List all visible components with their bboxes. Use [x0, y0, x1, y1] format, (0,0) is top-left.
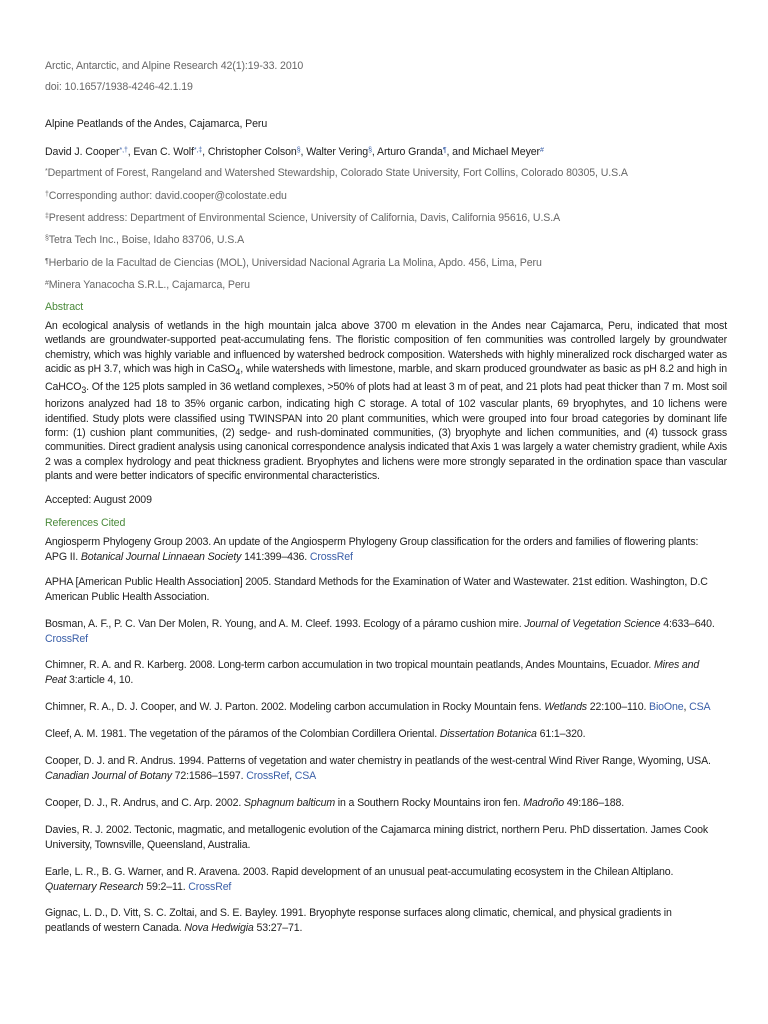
affiliation-line: [45, 166, 725, 181]
author-name: Arturo Granda: [377, 146, 443, 158]
author-name: Walter Vering: [306, 146, 369, 158]
reference-text: 53:27–71.: [253, 921, 303, 934]
author-name: Christopher Colson: [207, 146, 297, 158]
abstract-text: An ecological analysis of wetlands in the high mountain jalca above 3700 m elevation in the Andes near Cajamarca, Peru, indicated that most wetlands are groundwater-supported peat-accumulating fens. The floristic composition of fen communities was controlled largely by groundwater chemistry, which was highly variable and influenced by watershed bedrock composition. Watersheds with highly mineralized rock discharged water as acidic as pH 3.7, which was high in CaSO: [45, 320, 727, 376]
reference-entry: [45, 754, 735, 783]
article-title: Alpine Peatlands of the Andes, Cajamarca, Peru: [45, 118, 268, 130]
affiliation-text: Present address: Department of Environmental Science, University of California, Davis, California 95616, U.S.A: [48, 212, 561, 224]
affiliation-text: Department of Forest, Rangeland and Watershed Stewardship, Colorado State University, Fort Collins, Colorado 80305, U.S.A: [47, 167, 628, 179]
affiliation-line: [45, 256, 725, 271]
author-name: Michael Meyer: [472, 146, 540, 158]
affiliation-mark: §: [45, 235, 49, 242]
reference-entry: [45, 727, 735, 742]
reference-entry: [45, 575, 735, 604]
crossref-link[interactable]: CrossRef: [309, 550, 353, 563]
affiliation-mark: #: [45, 280, 49, 287]
reference-line: Angiosperm Phylogeny Group 2003. An update of the Angiosperm Phylogeny Group classification for the orders and families of flowering plants:: [45, 536, 699, 548]
journal-name: Madroño: [523, 797, 564, 809]
reference-line: Gignac, L. D., D. Vitt, S. C. Zoltai, and S. E. Bayley. 1991. Bryophyte response surfaces along climatic, chemical, and physical gradients in: [45, 907, 672, 919]
author-affiliation-mark[interactable]: #: [540, 147, 544, 154]
crossref-link[interactable]: CrossRef: [45, 632, 88, 645]
abstract-text: . Of the 125 plots sampled in 36 wetland complexes, >50% of plots had at least 3 m of peat, and 21 plots had peat thicker than 7 m. Most soil horizons analyzed had 18 to 35% organic carbon, indicating high C storage. A total of 102 vascular plants, 69 bryophytes, and 10 lichens were identified. Study plots were classified using TWINSPAN into 20 plant communities, which were grouped into four broad categories by dominant life form: (1) cushion plant communities, (2) sedge- and rush-dominated communities, (3) bryophyte and lichen communities, and (4) tussock grass communities. Direct gradient analysis using canonical correspondence analysis indicated that Axis 1 was largely a water chemistry gradient, while Axis 2 was a complex hydrology and peat thickness gradient. Bryophytes and lichens were more strongly separated in the ordination space than vascular plants and were better indicators of specific environmental characteristics.: [45, 380, 727, 483]
reference-text: peatlands of western Canada.: [45, 921, 185, 934]
abstract-body: [45, 319, 727, 484]
author-affiliation-mark[interactable]: §: [368, 147, 372, 154]
reference-text: 59:2–11.: [143, 880, 189, 893]
references-heading: References Cited: [45, 517, 126, 529]
reference-text: APG II.: [45, 550, 81, 563]
journal-name: Journal of Vegetation Science: [524, 618, 661, 630]
reference-line: [45, 700, 735, 715]
affiliation-text: Tetra Tech Inc., Boise, Idaho 83706, U.S.A: [48, 234, 245, 246]
reference-entry: [45, 906, 735, 935]
affiliation-mark: ‡: [45, 213, 49, 220]
csa-link[interactable]: CSA: [294, 769, 317, 782]
reference-entry: [45, 700, 735, 715]
journal-name: Wetlands: [544, 701, 587, 713]
affiliation-line: [45, 278, 725, 293]
reference-text: 72:1586–1597.: [171, 769, 247, 782]
reference-line: University, Townsville, Queensland, Australia.: [45, 838, 251, 851]
reference-entry: [45, 535, 735, 564]
affiliation-text: Minera Yanacocha S.R.L., Cajamarca, Peru: [48, 279, 250, 291]
csa-link[interactable]: CSA: [689, 701, 711, 713]
abstract-heading: Abstract: [45, 301, 84, 313]
reference-line: Earle, L. R., B. G. Warner, and R. Aravena. 2003. Rapid development of an unusual peat-accumulating ecosystem in the Chilean Altiplano.: [45, 866, 674, 878]
subscript: 4: [235, 367, 241, 378]
species-name: Sphagnum balticum: [243, 797, 336, 809]
reference-line: [45, 658, 735, 673]
reference-line: American Public Health Association.: [45, 590, 210, 603]
reference-line: Davies, R. J. 2002. Tectonic, magmatic, and metallogenic evolution of the Cajamarca mining district, northern Peru. PhD dissertation. James Cook: [45, 824, 709, 836]
journal-name: Peat: [45, 673, 67, 686]
journal-name: Nova Hedwigia: [184, 921, 254, 934]
reference-text: 22:100–110.: [586, 701, 650, 713]
journal-name: Quaternary Research: [45, 880, 144, 893]
link-separator: ,: [683, 701, 690, 713]
affiliation-mark: ¶: [45, 258, 49, 265]
reference-line: [45, 550, 735, 565]
subscript: 3: [81, 384, 87, 395]
author-separator: ,: [202, 146, 208, 158]
affiliation-line: [45, 189, 725, 204]
affiliation-mark: †: [45, 191, 49, 198]
accepted-date: Accepted: August 2009: [45, 494, 152, 506]
affiliation-text: Corresponding author: david.cooper@colostate.edu: [48, 190, 287, 202]
reference-entry: [45, 865, 735, 894]
author-separator: ,: [127, 146, 134, 158]
author-name: Evan C. Wolf: [133, 146, 194, 158]
reference-text: Chimner, R. A. and R. Karberg. 2008. Long-term carbon accumulation in two tropical mountain peatlands, Andes Mountains, Ecuador.: [45, 659, 654, 671]
reference-text: in a Southern Rocky Mountains iron fen.: [335, 797, 524, 809]
reference-line: Cooper, D. J. and R. Andrus. 1994. Patterns of vegetation and water chemistry in peatlands of the west-central Wind River Range, Wyoming, USA.: [45, 755, 711, 767]
reference-line: APHA [American Public Health Association] 2005. Standard Methods for the Examination of Water and Wastewater. 21st edition. Washington, D.C: [45, 576, 708, 588]
reference-text: Bosman, A. F., P. C. Van Der Molen, R. Young, and A. M. Cleef. 1993. Ecology of a páramo cushion mire.: [45, 618, 525, 630]
author-separator: ,: [371, 146, 377, 158]
crossref-link[interactable]: CrossRef: [188, 880, 232, 893]
reference-line: [45, 880, 735, 895]
reference-line: [45, 617, 735, 632]
reference-line: [45, 796, 735, 811]
reference-text: Cooper, D. J., R. Andrus, and C. Arp. 2002.: [45, 797, 244, 809]
reference-text: 4:633–640.: [660, 618, 715, 630]
journal-name: Mires and: [653, 659, 700, 671]
author-affiliation-mark[interactable]: *,†: [119, 147, 128, 154]
author-separator: , and: [446, 146, 473, 158]
journal-name: Botanical Journal Linnaean Society: [80, 550, 242, 563]
link-separator: ,: [289, 769, 295, 782]
reference-line: [45, 673, 735, 688]
affiliation-text: Herbario de la Facultad de Ciencias (MOL), Universidad Nacional Agraria La Molina, Apdo. 456, Lima, Peru: [48, 257, 542, 269]
author-name: David J. Cooper: [45, 146, 120, 158]
reference-text: 141:399–436.: [241, 550, 310, 563]
reference-entry: [45, 796, 735, 811]
doi-line: doi: 10.1657/1938-4246-42.1.19: [45, 81, 193, 93]
reference-text: 49:186–188.: [563, 797, 625, 809]
journal-name: Canadian Journal of Botany: [45, 769, 172, 782]
author-separator: ,: [300, 146, 307, 158]
reference-entry: [45, 823, 735, 852]
author-affiliation-mark[interactable]: ¶: [442, 147, 447, 154]
journal-citation: Arctic, Antarctic, and Alpine Research 42(1):19-33. 2010: [45, 60, 304, 72]
reference-text: Chimner, R. A., D. J. Cooper, and W. J. Parton. 2002. Modeling carbon accumulation in Rocky Mountain fens.: [45, 701, 545, 713]
affiliation-mark: *: [45, 168, 48, 175]
author-list: [45, 145, 725, 160]
abstract-text: , while watersheds with limestone, marble, and skarn produced groundwater as basic as pH 8.2 and high in CaHCO: [45, 363, 728, 393]
reference-text: 61:1–320.: [536, 728, 586, 740]
reference-line: [45, 921, 735, 936]
reference-line: [45, 727, 735, 742]
reference-text: Cleef, A. M. 1981. The vegetation of the páramos of the Colombian Cordillera Oriental.: [45, 728, 440, 740]
reference-entry: [45, 658, 735, 687]
bioone-link[interactable]: BioOne: [649, 701, 684, 713]
reference-text: 3:article 4, 10.: [66, 673, 134, 686]
reference-entry: [45, 617, 735, 646]
crossref-link[interactable]: CrossRef: [246, 769, 290, 782]
reference-line: [45, 769, 735, 784]
affiliation-line: [45, 233, 725, 248]
affiliation-line: [45, 211, 725, 226]
journal-name: Dissertation Botanica: [439, 728, 537, 740]
author-affiliation-mark[interactable]: §: [296, 147, 301, 154]
author-affiliation-mark[interactable]: *,‡: [193, 147, 203, 154]
